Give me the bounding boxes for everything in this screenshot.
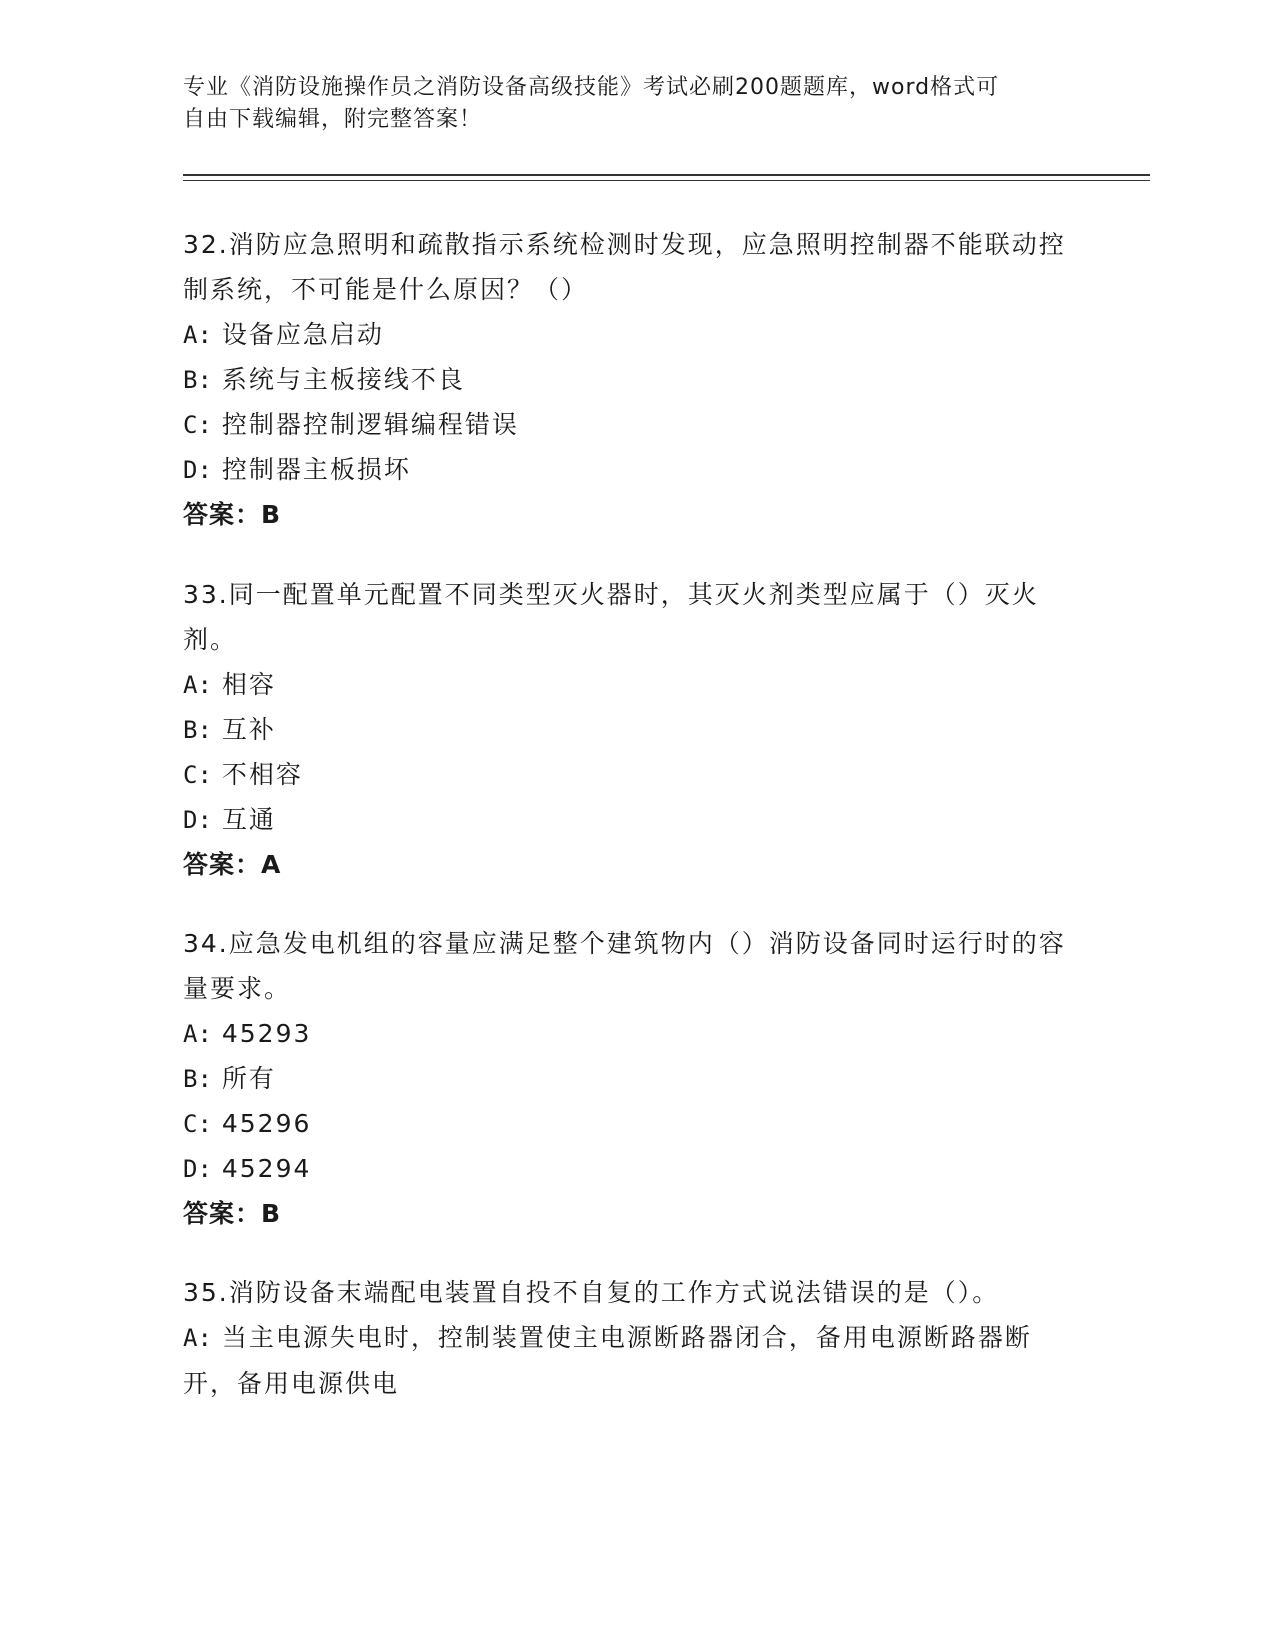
option-b: B: 所有 (183, 1064, 276, 1093)
option-d: D: 互通 (183, 805, 276, 834)
answer: 答案：B (183, 1199, 282, 1228)
answer: 答案：A (183, 850, 282, 879)
option-c: C: 45296 (183, 1109, 312, 1138)
option-d: D: 45294 (183, 1154, 312, 1183)
option-d: D: 控制器主板损坏 (183, 455, 411, 484)
option-a: A: 当主电源失电时，控制装置使主电源断路器闭合，备用电源断路器断开，备用电源供电 (183, 1323, 1032, 1398)
document-header (183, 72, 1063, 136)
answer: 答案：B (183, 500, 282, 529)
option-b: B: 系统与主板接线不良 (183, 365, 465, 394)
question-text: 32.消防应急照明和疏散指示系统检测时发现，应急照明控制器不能联动控制系统，不可能是什么原因？（） (183, 230, 1066, 304)
header-divider-thin (183, 180, 1150, 181)
question-35 (183, 1270, 1083, 1406)
question-text: 34.应急发电机组的容量应满足整个建筑物内（）消防设备同时运行时的容量要求。 (183, 929, 1066, 1003)
question-34 (183, 921, 1083, 1236)
question-text: 35.消防设备末端配电装置自投不自复的工作方式说法错误的是（）。 (183, 1278, 1000, 1307)
option-a: A: 45293 (183, 1019, 312, 1048)
option-c: C: 控制器控制逻辑编程错误 (183, 410, 519, 439)
question-32 (183, 222, 1083, 537)
option-a: A: 相容 (183, 670, 276, 699)
header-line-2: 自由下载编辑，附完整答案！ (183, 107, 483, 132)
option-a: A: 设备应急启动 (183, 320, 384, 349)
question-33 (183, 572, 1083, 887)
option-c: C: 不相容 (183, 760, 303, 789)
option-b: B: 互补 (183, 715, 276, 744)
header-line-1: 专业《消防设施操作员之消防设备高级技能》考试必刷200题题库，word格式可 (183, 75, 1000, 100)
header-divider (183, 174, 1150, 176)
question-text: 33.同一配置单元配置不同类型灭火器时，其灭火剂类型应属于（）灭火剂。 (183, 580, 1039, 654)
